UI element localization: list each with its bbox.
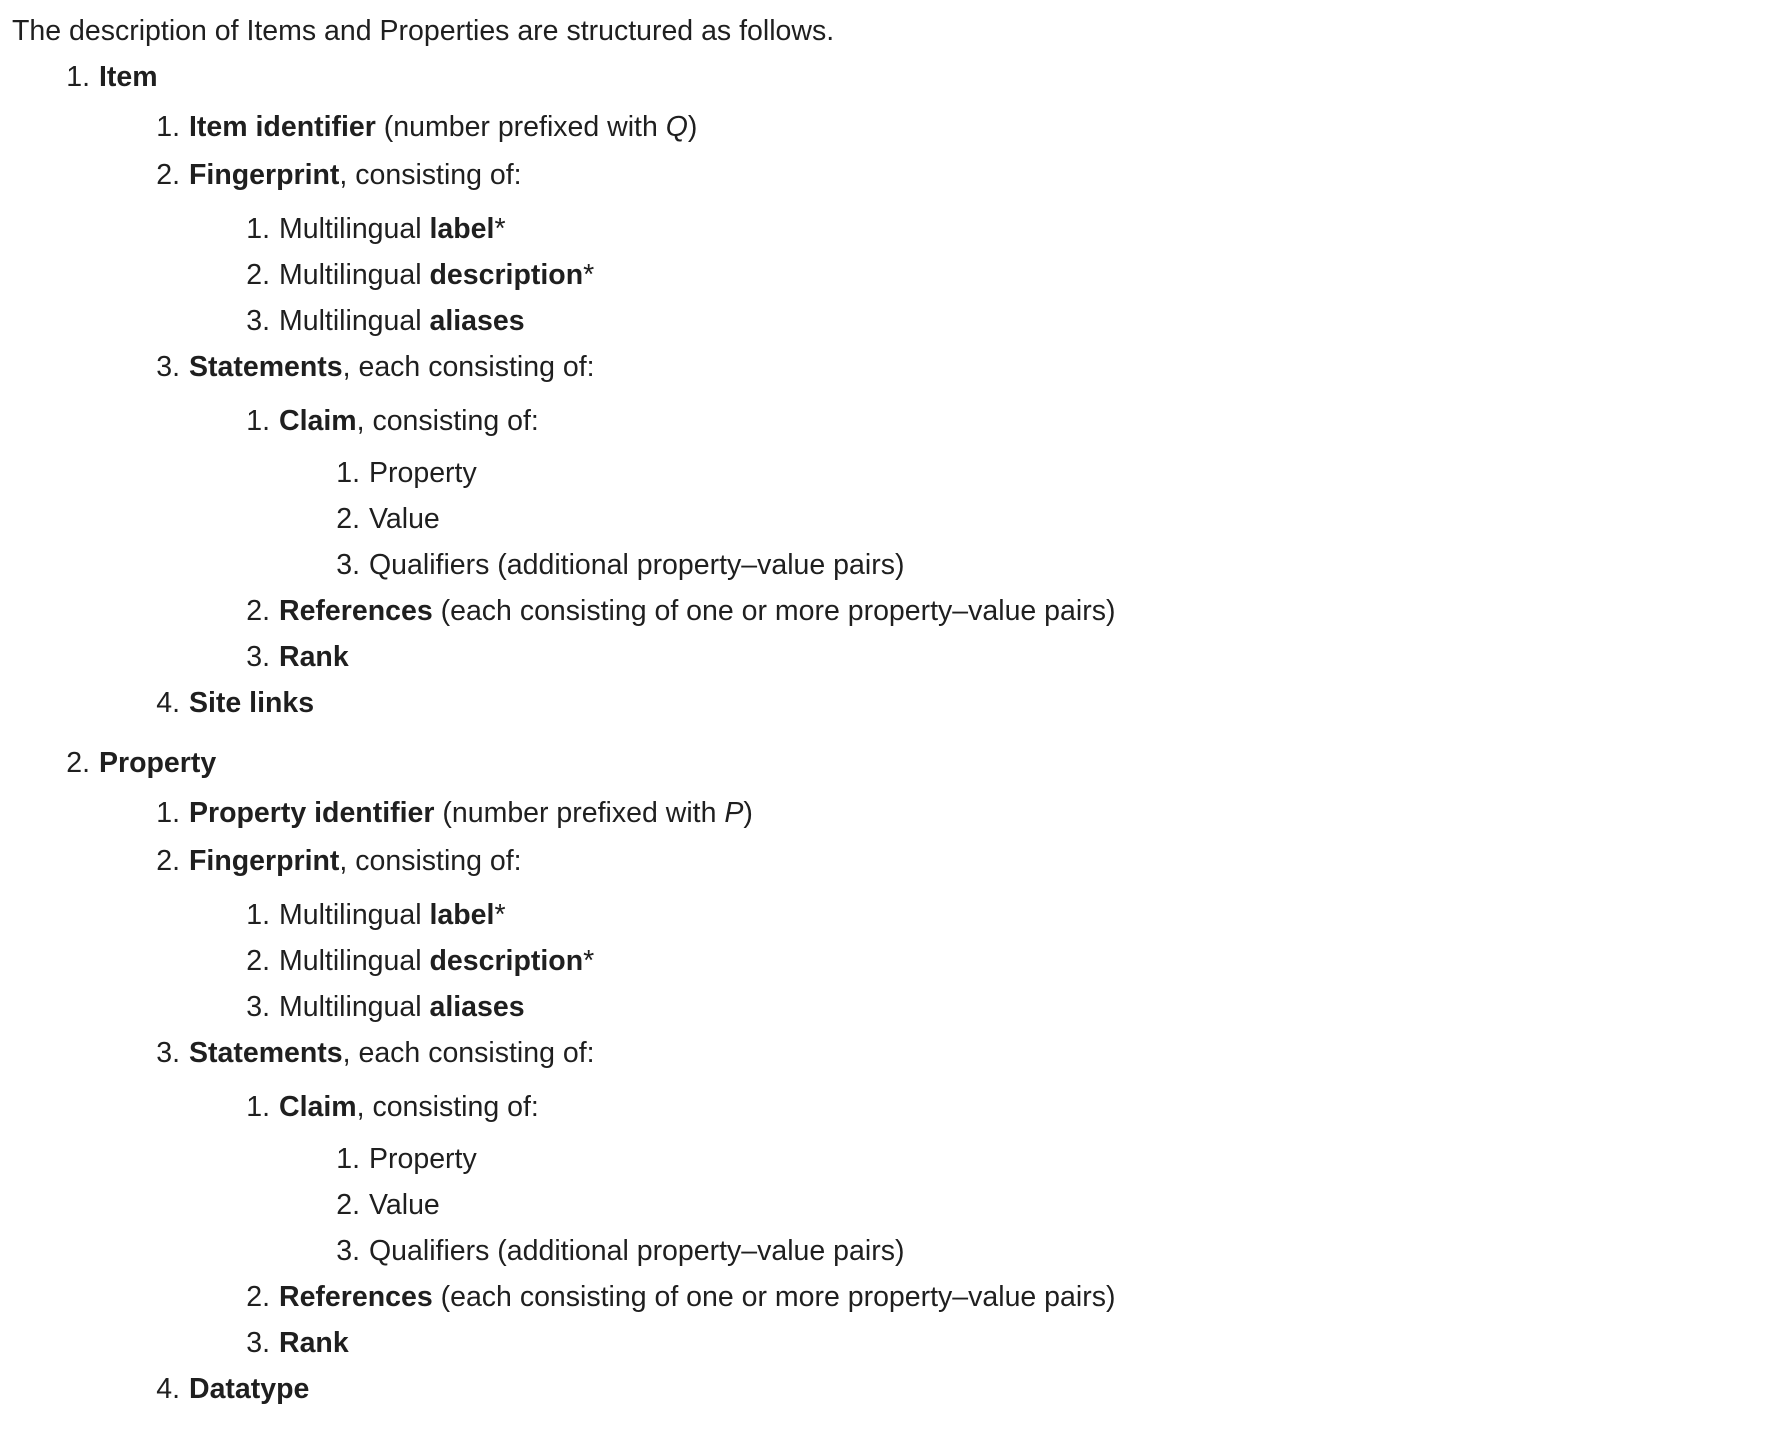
list-item-description	[12, 258, 1787, 304]
list-number: 3.	[246, 305, 270, 337]
term-note: (number prefixed with	[375, 111, 666, 143]
list-number: 2.	[246, 945, 270, 977]
prefix-letter: Q	[665, 111, 688, 143]
term-note: (each consisting of one or more property–value pairs)	[432, 595, 1116, 627]
term-suffix: *	[494, 899, 506, 931]
list-text: Property	[369, 1143, 477, 1175]
list-number: 2.	[66, 747, 90, 779]
property-sublist	[12, 792, 1787, 1420]
list-text: Value	[369, 1189, 440, 1221]
list-item-references	[12, 594, 1787, 640]
list-item-identifier	[12, 106, 1787, 158]
list-item-rank	[12, 1326, 1787, 1372]
term: Claim	[279, 1091, 357, 1123]
list-item-claim-property	[12, 1136, 1787, 1188]
list-item-site-links	[12, 686, 1787, 734]
list-item-references	[12, 1280, 1787, 1326]
term: Property identifier	[189, 797, 435, 829]
list-item-claim-value	[12, 1188, 1787, 1234]
term-prefix: Multilingual	[279, 899, 430, 931]
term: label	[429, 899, 495, 931]
list-item-label	[12, 892, 1787, 944]
list-number: 2.	[246, 1281, 270, 1313]
claim-sublist	[12, 1136, 1787, 1280]
list-number: 2.	[246, 259, 270, 291]
term: Fingerprint	[189, 159, 340, 191]
term-note: (each consisting of one or more property–value pairs)	[432, 1281, 1116, 1313]
term: aliases	[429, 305, 525, 337]
list-item-claim-property	[12, 450, 1787, 502]
list-number: 1.	[66, 61, 90, 93]
term-suffix: *	[583, 945, 595, 977]
list-number: 1.	[156, 111, 180, 143]
list-item-item	[12, 48, 1787, 734]
term-note: , each consisting of:	[342, 1037, 595, 1069]
term-note-close: )	[687, 111, 698, 143]
term-prefix: Multilingual	[279, 259, 430, 291]
term: Rank	[279, 641, 349, 673]
term: Statements	[189, 1037, 343, 1069]
list-item-datatype	[12, 1372, 1787, 1420]
list-number: 3.	[246, 991, 270, 1023]
list-item-aliases	[12, 990, 1787, 1036]
list-item-description	[12, 944, 1787, 990]
term: Item identifier	[189, 111, 376, 143]
term-note: , consisting of:	[356, 1091, 539, 1123]
list-text: Value	[369, 503, 440, 535]
fingerprint-sublist	[12, 206, 1787, 350]
list-number: 1.	[156, 797, 180, 829]
item-sublist	[12, 106, 1787, 734]
term-prefix: Multilingual	[279, 305, 430, 337]
section-title-item: Item	[99, 61, 158, 93]
term: description	[429, 945, 584, 977]
list-item-claim-qualifiers	[12, 548, 1787, 594]
prefix-letter: P	[724, 797, 744, 829]
term: Fingerprint	[189, 845, 340, 877]
term-prefix: Multilingual	[279, 945, 430, 977]
term: label	[429, 213, 495, 245]
list-number: 1.	[246, 405, 270, 437]
list-item-fingerprint	[12, 158, 1787, 350]
list-number: 3.	[336, 549, 360, 581]
intro-paragraph: The description of Items and Properties are structured as follows.	[12, 15, 835, 47]
term: Statements	[189, 351, 343, 383]
statements-sublist	[12, 398, 1787, 686]
list-number: 2.	[336, 503, 360, 535]
term: References	[279, 595, 433, 627]
term: description	[429, 259, 584, 291]
list-number: 3.	[246, 641, 270, 673]
list-number: 2.	[156, 845, 180, 877]
term-suffix: *	[583, 259, 595, 291]
term-suffix: *	[494, 213, 506, 245]
claim-sublist	[12, 450, 1787, 594]
term-prefix: Multilingual	[279, 213, 430, 245]
term-prefix: Multilingual	[279, 991, 430, 1023]
list-number: 1.	[336, 1143, 360, 1175]
term: Site links	[189, 687, 315, 719]
term-note-close: )	[743, 797, 753, 829]
list-number: 2.	[336, 1189, 360, 1221]
list-number: 2.	[156, 159, 180, 191]
list-text: Qualifiers (additional property–value pairs)	[369, 549, 905, 581]
term: Datatype	[189, 1373, 310, 1405]
statements-sublist	[12, 1084, 1787, 1372]
list-number: 1.	[336, 457, 360, 489]
list-item-identifier	[12, 792, 1787, 844]
list-item-claim	[12, 1084, 1787, 1280]
list-item-statements	[12, 350, 1787, 686]
term-note: , consisting of:	[356, 405, 539, 437]
list-item-claim-value	[12, 502, 1787, 548]
term: aliases	[429, 991, 525, 1023]
list-item-statements	[12, 1036, 1787, 1372]
list-item-aliases	[12, 304, 1787, 350]
term: References	[279, 1281, 433, 1313]
list-number: 3.	[156, 351, 180, 383]
list-number: 4.	[156, 687, 180, 719]
term: Rank	[279, 1327, 349, 1359]
list-item-claim-qualifiers	[12, 1234, 1787, 1280]
list-text: Property	[369, 457, 477, 489]
term-note: , consisting of:	[339, 845, 522, 877]
list-number: 2.	[246, 595, 270, 627]
list-number: 1.	[246, 1091, 270, 1123]
list-number: 3.	[246, 1327, 270, 1359]
structure-list	[12, 48, 1787, 1420]
list-item-label	[12, 206, 1787, 258]
term: Claim	[279, 405, 357, 437]
fingerprint-sublist	[12, 892, 1787, 1036]
list-text: Qualifiers (additional property–value pairs)	[369, 1235, 905, 1267]
list-number: 3.	[156, 1037, 180, 1069]
list-item-fingerprint	[12, 844, 1787, 1036]
term-note: , each consisting of:	[342, 351, 595, 383]
list-item-claim	[12, 398, 1787, 594]
list-item-property	[12, 734, 1787, 1420]
list-number: 1.	[246, 899, 270, 931]
list-number: 1.	[246, 213, 270, 245]
term-note: , consisting of:	[339, 159, 522, 191]
list-item-rank	[12, 640, 1787, 686]
list-number: 3.	[336, 1235, 360, 1267]
term-note: (number prefixed with	[434, 797, 725, 829]
list-number: 4.	[156, 1373, 180, 1405]
section-title-property: Property	[99, 747, 217, 779]
